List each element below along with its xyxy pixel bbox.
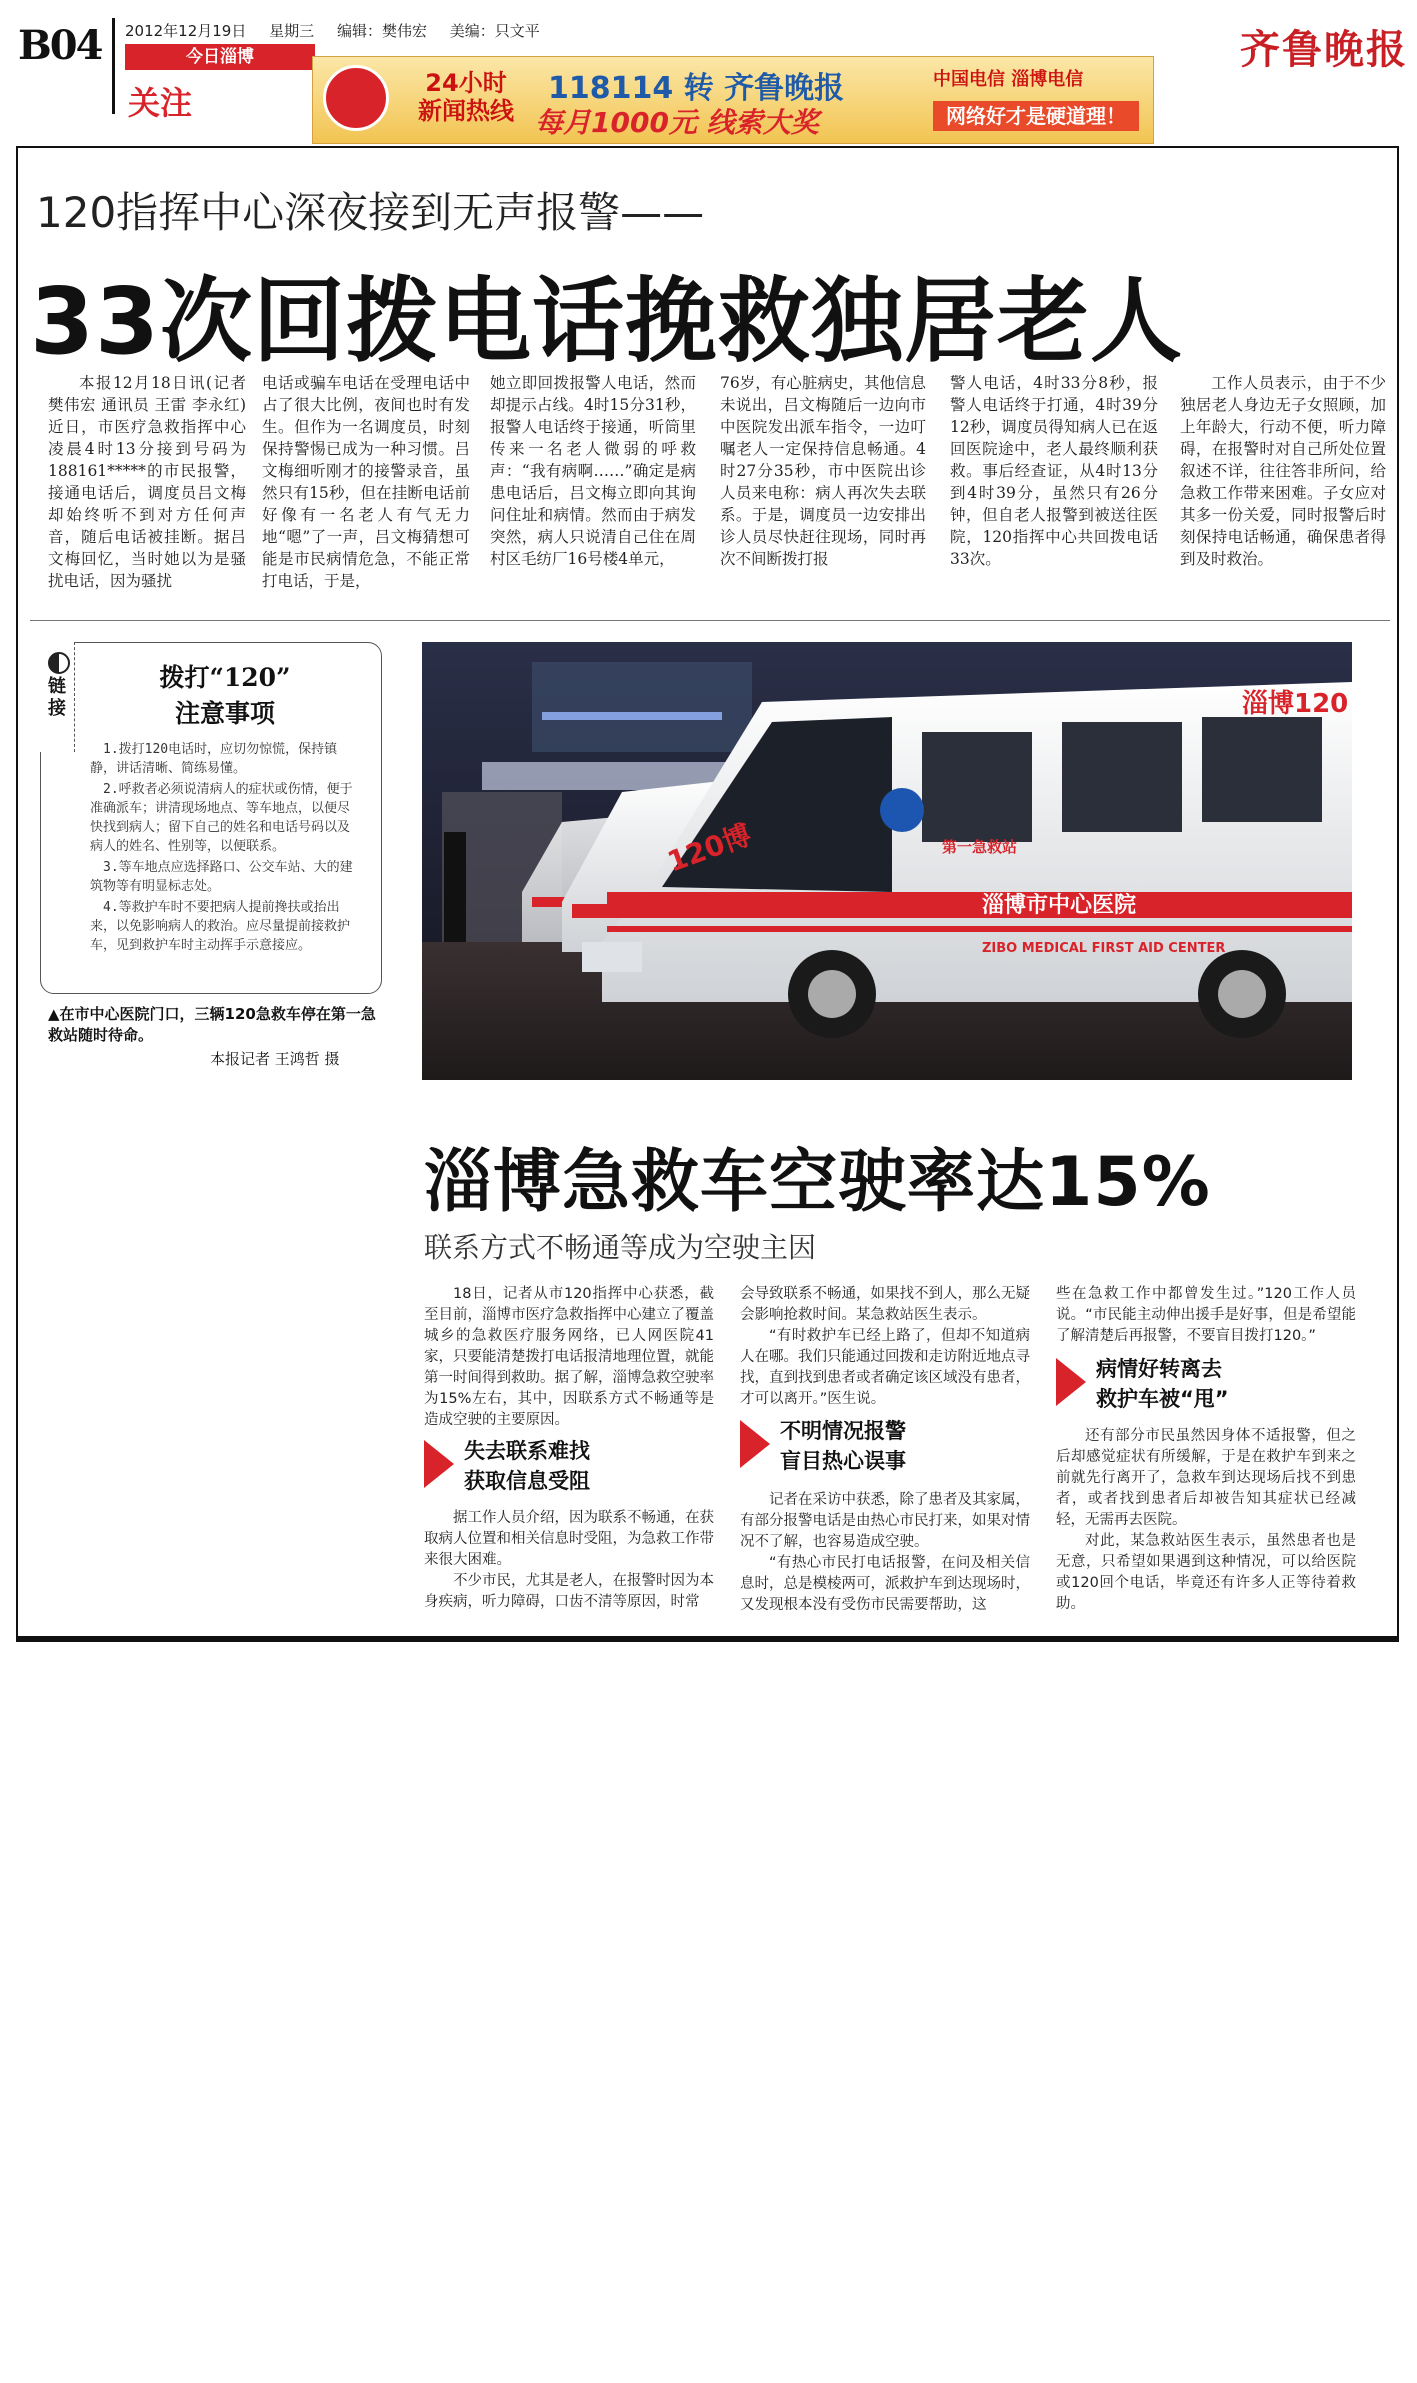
ambulance-photo (422, 642, 1352, 1080)
ambulance-illustration (422, 642, 1352, 1080)
story2-subhead: 联系方式不畅通等成为空驶主因 (424, 1231, 817, 1264)
story2-column-1-intro: 18日，记者从市120指挥中心获悉，截至目前，淄博市医疗急救指挥中心建立了覆盖城乡的急救医疗服务网络，已人网医院41家，只要能清楚拨打电话报清地理位置，就能第一时间得到救助。据了解，淄博急救空驶率为15%左右，其中，因联系方式不畅通等是造成空驶的主要原因。 (424, 1286, 714, 1428)
designer-credit: 美编：只文平 (449, 22, 540, 40)
hotline-number: 118114 转 齐鲁晚报 (548, 71, 845, 106)
story2-column-2-body: 记者在采访中获悉，除了患者及其家属，有部分报警电话是由热心市民打来，如果对情况不了解，也容易造成空驶。 “有热心市民打电话报警，在问及相关信息时，总是模棱两可，派救护车到达现场时，又发现根本没有受伤市民需要帮助，这 (740, 1492, 1030, 1613)
story1-column-3: 她立即回拨报警人电话，然而却提示占线。4时15分31秒，报警人电话终于接通，听筒里传来一名老人微弱的呼救声：“我有病啊……”确定是病患电话后，吕文梅立即向其询问住址和病情。然而由于病发突然，病人只说清自己住在周村区毛纺厂16号楼4单元， (490, 374, 696, 568)
telecom-logo: 中国电信 淄博电信 (933, 69, 1084, 90)
issue-weekday: 星期三 (269, 22, 315, 40)
story1-column-6: 工作人员表示，由于不少独居老人身边无子女照顾，加上年龄大，行动不便，听力障碍，在报警时对自己所处位置叙述不详，往往答非所问，给急救工作带来困难。子女应对其多一份关爱，同时报警后时刻保持电话畅通，确保患者得到及时救治。 (1180, 374, 1386, 568)
van-roof-text: 淄博120 (1242, 689, 1349, 719)
alarm-clock-icon (323, 65, 389, 131)
story2-section-head-3: 病情好转离去 救护车被“甩” (1056, 1352, 1346, 1414)
link-icon (48, 652, 70, 674)
story2-section-head-1: 失去联系难找 获取信息受阻 (424, 1434, 714, 1496)
red-arrow-icon (740, 1420, 770, 1468)
story2-column-2-intro: 会导致联系不畅通，如果找不到人，那么无疑会影响抢救时间。某急救站医生表示。 “有时救护车已经上路了，但却不知道病人在哪。我们只能通过回拨和走访附近地点寻找，直到找到患者或者确定该区域没有患者，才可以离开。”医生说。 (740, 1286, 1030, 1407)
sidebar-title (100, 660, 350, 732)
red-arrow-icon (424, 1440, 454, 1488)
sidebar-title-line1: 拨打“120” (159, 663, 291, 692)
hotline-banner-ad (312, 56, 1154, 144)
photo-caption: ▲在市中心医院门口，三辆120急救车停在第一急救站随时待命。 (48, 1005, 376, 1044)
story1-column-1: 本报12月18日讯(记者 樊伟宏 通讯员 王雷 李永红) 近日，市医疗急救指挥中心凌晨4时13分接到号码为188161*****的市民报警，接通电话后，调度员吕文梅却始终听不到对方任何声音，随后电话被挂断。据吕文梅回忆，当时她以为是骚扰电话，因为骚扰 (48, 374, 246, 590)
issue-date: 2012年12月19日 (125, 22, 247, 40)
story1-column-5: 警人电话，4时33分8秒，报警人电话终于打通，4时39分12秒，调度员得知病人已在返回医院途中，老人最终顺利获救。事后经查证，从4时13分到4时39分，虽然只有26分钟，但自老人报警到被送往医院，120指挥中心共回拨电话33次。 (950, 374, 1158, 568)
section-title: 关注 (128, 84, 193, 122)
sidebar-tab-label: 链接 (48, 676, 66, 719)
tip-item: 2.呼救者必须说清病人的症状或伤情，便于准确派车；讲清现场地点、等车地点，以便尽快找到病人；留下自己的姓名和电话号码以及病人的姓名、性别等，以便联系。 (90, 782, 353, 854)
story2-column-3-body: 还有部分市民虽然因身体不适报警，但之后却感觉症状有所缓解，于是在救护车到来之前就先行离开了，急救车到达现场后找不到患者，或者找到患者后却被告知其症状已经减轻，无需再去医院。 对此，某急救站医生表示，虽然患者也是无意，只希望如果遇到这种情况，可以给医院或120回个电话，毕竟还有许多人正等待着救助。 (1056, 1428, 1356, 1612)
van-side-english: ZIBO MEDICAL FIRST AID CENTER (982, 941, 1226, 956)
tip-item: 3.等车地点应选择路口、公交车站、大的建筑物等有明显标志处。 (90, 860, 353, 894)
edition-tab: 今日淄博 (125, 44, 315, 70)
header-divider (112, 18, 115, 114)
story1-column-2: 电话或骗车电话在受理电话中占了很大比例，夜间也时有发生。但作为一名调度员，时刻保持警惕已成为一种习惯。吕文梅细听刚才的接警录音，虽然只有15秒，但在挂断电话前好像有一名老人有气无力地“嗯”了一声，吕文梅猜想可能是市民病情危急，不能正常打电话，于是， (262, 374, 470, 590)
story2-headline: 淄博急救车空驶率达15% (424, 1143, 1211, 1222)
banner-slogan: 网络好才是硬道理！ (933, 101, 1139, 131)
header-meta (125, 20, 558, 41)
tip-item: 4.等救护车时不要把病人提前搀扶或抬出来，以免影响病人的救治。应尽量提前接救护车，见到救护车时主动挥手示意接应。 (90, 900, 351, 953)
story2-column-1-body: 据工作人员介绍，因为联系不畅通，在获取病人位置和相关信息时受阻，为急救工作带来很大困难。 不少市民，尤其是老人，在报警时因为本身疾病，听力障碍，口齿不清等原因，时常 (424, 1510, 714, 1610)
hotline-24h: 24小时 (425, 69, 507, 97)
story1-column-4: 76岁，有心脏病史，其他信息未说出，吕文梅随后一边向市中医院发出派车指令，一边叮嘱老人一定保持信息畅通。4时27分35秒，市中医院出诊人员来电称：病人再次失去联系。于是，调度员一边安排出诊人员尽快赶往现场，同时再次不间断拨打报 (720, 374, 926, 568)
story1-subhead: 120指挥中心深夜接到无声报警—— (36, 188, 705, 237)
photo-credit: 本报记者 王鸿哲 摄 (210, 1050, 340, 1068)
story1-headline: 33次回拨电话挽救独居老人 (30, 268, 1184, 375)
prize-text: 每月1000元 线索大奖 (535, 106, 819, 139)
van-door-text: 第一急救站 (942, 838, 1018, 856)
story2-section-head-2: 不明情况报警 盲目热心误事 (740, 1414, 1030, 1476)
sidebar-tab (40, 642, 75, 752)
van-hood-text: 120博 (663, 817, 756, 879)
red-arrow-icon (1056, 1358, 1086, 1406)
van-side-text: 淄博市中心医院 (982, 893, 1137, 918)
hotline-news: 新闻热线 (418, 97, 514, 125)
page-number: B04 (18, 22, 102, 69)
editor-credit: 编辑：樊伟宏 (336, 22, 427, 40)
sidebar-tips-list (90, 740, 362, 957)
hotline-label (391, 69, 541, 125)
sidebar-title-line2: 注意事项 (174, 699, 275, 728)
tip-item: 1.拨打120电话时，应切勿惊慌，保持镇静，讲话清晰、简练易懂。 (90, 742, 338, 776)
section-divider (30, 620, 1390, 621)
story2-column-3-intro: 些在急救工作中都曾发生过。”120工作人员说。“市民能主动伸出援手是好事，但是希望能了解清楚后再报警，不要盲目拨打120。” (1056, 1286, 1356, 1344)
masthead-logo: 齐鲁晚报 (1240, 26, 1408, 73)
